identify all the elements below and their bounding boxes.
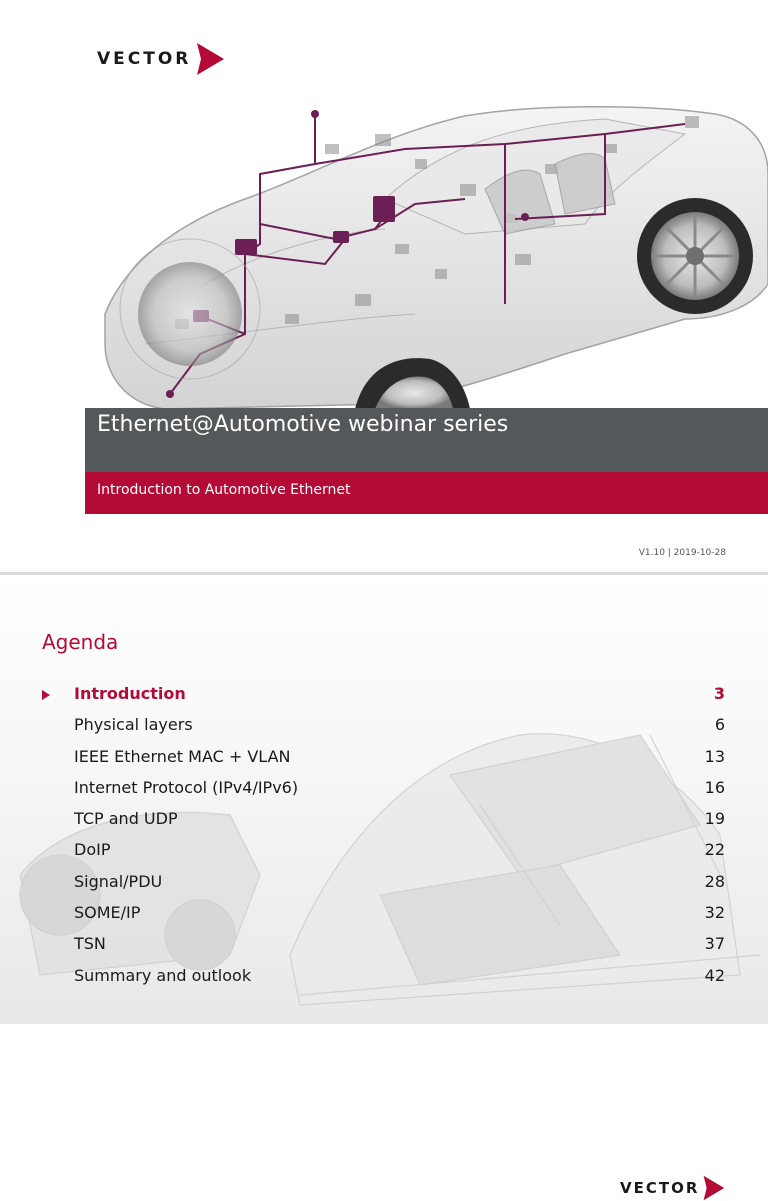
agenda-item-page: 3 xyxy=(713,684,725,703)
agenda-item[interactable] xyxy=(0,931,768,962)
agenda-item-label: TSN xyxy=(74,934,106,954)
subtitle-band xyxy=(85,472,768,514)
agenda-item[interactable] xyxy=(0,775,768,806)
agenda-item-page: 19 xyxy=(704,809,725,829)
agenda-item[interactable] xyxy=(0,837,768,868)
logo-wordmark: VECTOR xyxy=(97,49,192,69)
agenda-item-page: 32 xyxy=(704,903,725,923)
agenda-item-page: 37 xyxy=(704,934,725,954)
cover-slide xyxy=(0,0,768,572)
vector-logo xyxy=(620,1175,725,1201)
agenda-item-label: Signal/PDU xyxy=(74,871,163,891)
current-section-marker-icon xyxy=(42,690,50,700)
title-band xyxy=(85,408,768,472)
agenda-item[interactable] xyxy=(0,744,768,775)
agenda-item[interactable] xyxy=(0,900,768,931)
agenda-title: Agenda xyxy=(42,630,119,654)
agenda-item-page: 42 xyxy=(704,965,725,985)
agenda-item[interactable] xyxy=(0,681,768,712)
agenda-item[interactable] xyxy=(0,963,768,994)
agenda-item-label: IEEE Ethernet MAC + VLAN xyxy=(74,746,291,766)
agenda-item-label: Physical layers xyxy=(74,715,193,735)
agenda-item-label: Summary and outlook xyxy=(74,965,252,985)
agenda-list xyxy=(0,681,768,994)
agenda-item-page: 16 xyxy=(704,777,725,797)
agenda-slide xyxy=(0,575,768,1197)
agenda-item-page: 13 xyxy=(704,746,725,766)
logo-wordmark: VECTOR xyxy=(620,1179,700,1197)
chevron-right-icon xyxy=(191,42,225,76)
agenda-item[interactable] xyxy=(0,712,768,743)
agenda-item-page: 22 xyxy=(704,840,725,860)
agenda-item[interactable] xyxy=(0,869,768,900)
agenda-item-label: TCP and UDP xyxy=(74,809,178,829)
vector-logo xyxy=(97,42,225,76)
agenda-item[interactable] xyxy=(0,806,768,837)
agenda-item-label: SOME/IP xyxy=(74,903,141,923)
chevron-right-icon xyxy=(699,1175,725,1201)
car-network-illustration xyxy=(85,104,768,409)
agenda-item-page: 6 xyxy=(714,715,725,735)
presentation-title: Ethernet@Automotive webinar series xyxy=(97,412,509,437)
agenda-item-label: DoIP xyxy=(74,840,111,860)
agenda-item-label: Internet Protocol (IPv4/IPv6) xyxy=(74,777,299,797)
version-label: V1.10 | 2019-10-28 xyxy=(638,548,726,558)
agenda-item-label: Introduction xyxy=(74,684,186,703)
presentation-subtitle: Introduction to Automotive Ethernet xyxy=(97,482,351,498)
agenda-item-page: 28 xyxy=(704,871,725,891)
